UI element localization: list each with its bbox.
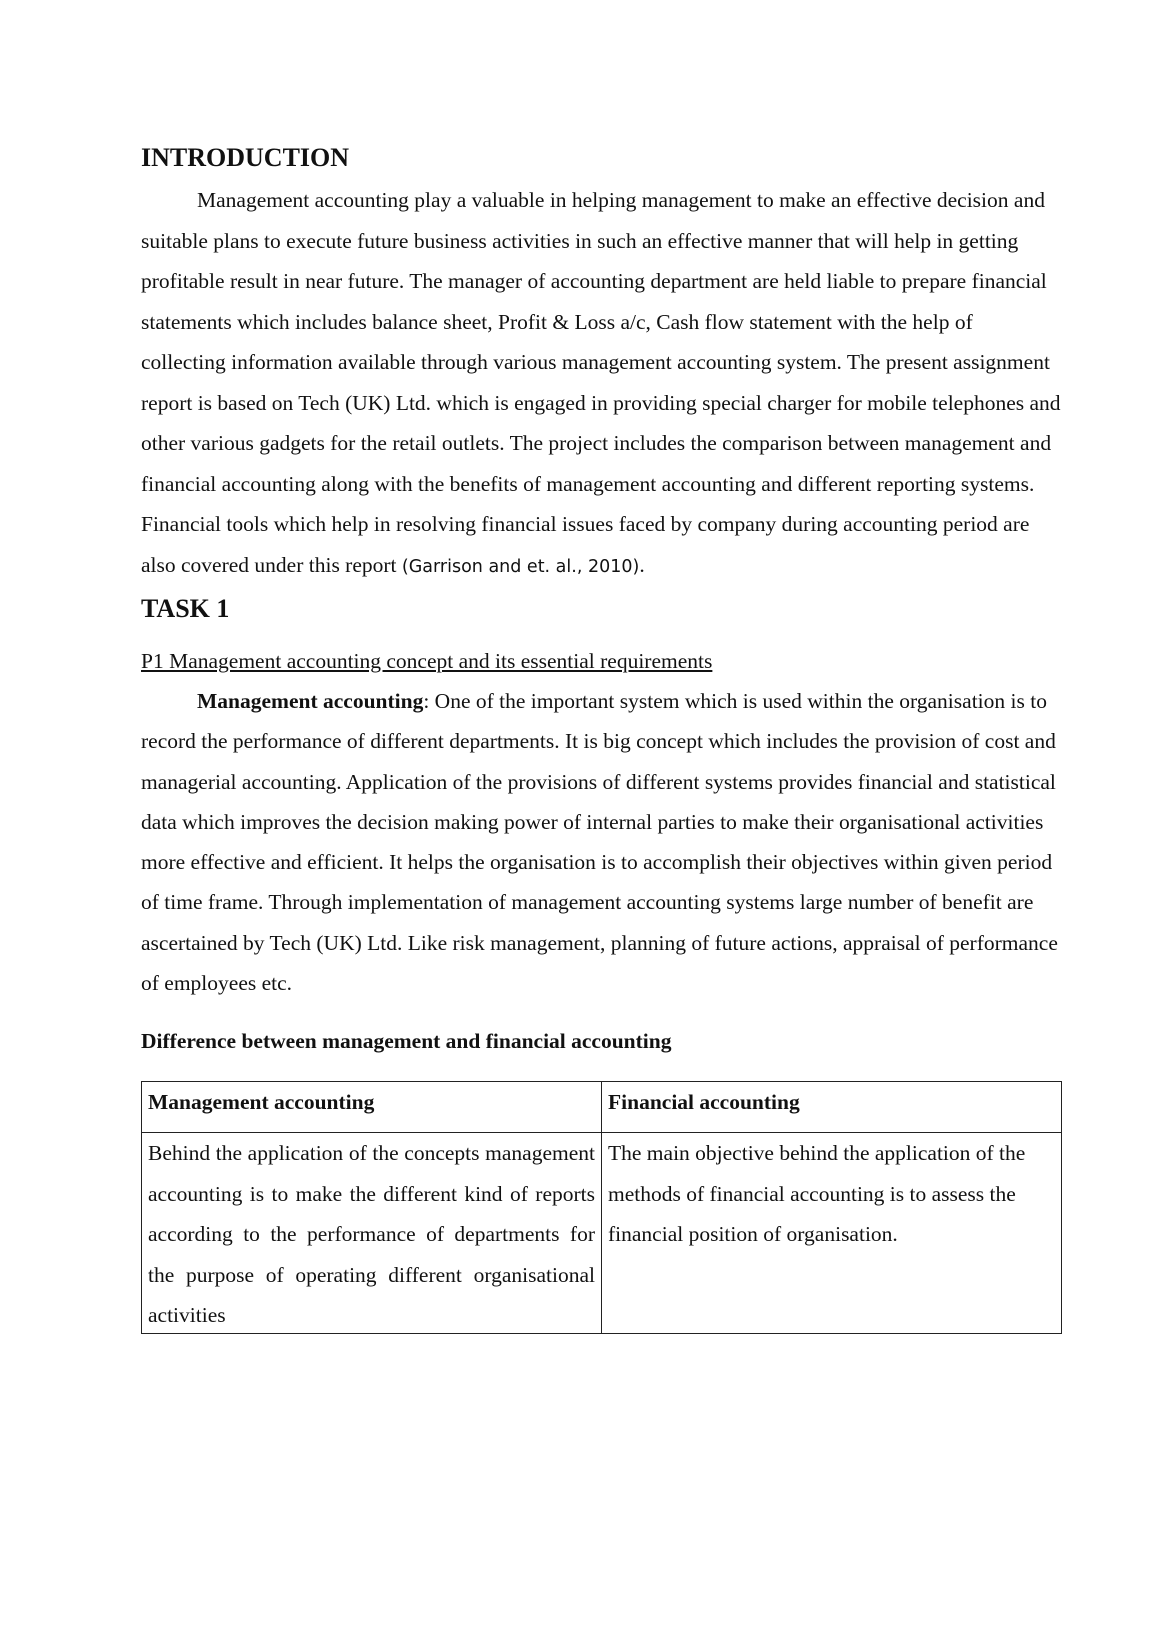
table-row xyxy=(142,1133,1062,1334)
citation: (Garrison and et. al., 2010) xyxy=(401,556,640,577)
task1-subheading: P1 Management accounting concept and its essential requirements xyxy=(141,649,713,673)
difference-table-title: Difference between management and financial accounting xyxy=(141,1029,672,1054)
table-header-management: Management accounting xyxy=(142,1082,602,1133)
table-cell-management xyxy=(142,1133,602,1334)
task1-heading: TASK 1 xyxy=(141,594,230,623)
table-cell-financial xyxy=(602,1133,1062,1334)
difference-table xyxy=(141,1081,1062,1334)
management-accounting-paragraph xyxy=(141,681,1061,1003)
table-header-financial: Financial accounting xyxy=(602,1082,1062,1133)
introduction-paragraph xyxy=(141,180,1061,587)
management-accounting-body: : One of the important system which is used within the organisation is to record the performance of different departments. It is big concept which includes the provision of cost and managerial accounting. Application of the provisions of different systems provides financial and statistical data which improves the decision making power of internal parties to make their organisational activities more effective and efficient. It helps the organisation is to accomplish their objectives within given period of time frame. Through implementation of management accounting systems large number of benefit are ascertained by Tech (UK) Ltd. Like risk management, planning of future actions, appraisal of performance of employees etc. xyxy=(141,689,1058,996)
table-cell-management-text: Behind the application of the concepts management accounting is to make the different kind of reports according to the performance of departments for the purpose of operating different organisational activities xyxy=(148,1141,595,1328)
introduction-heading: INTRODUCTION xyxy=(141,143,350,172)
introduction-end: . xyxy=(639,552,645,577)
document-page xyxy=(141,136,1061,1334)
management-accounting-term: Management accounting xyxy=(197,689,424,713)
table-header-row xyxy=(142,1082,1062,1133)
introduction-body: Management accounting play a valuable in helping management to make an effective decision and suitable plans to execute future business activities in such an effective manner that will help in getting profitable result in near future. The manager of accounting department are held liable to prepare financial statements which includes balance sheet, Profit & Loss a/c, Cash flow statement with the help of collecting information available through various management accounting system. The present assignment report is based on Tech (UK) Ltd. which is engaged in providing special charger for mobile telephones and other various gadgets for the retail outlets. The project includes the comparison between management and financial accounting along with the benefits of management accounting and different reporting systems. Financial tools which help in resolving financial issues faced by company during accounting period are also covered under this report xyxy=(141,188,1061,577)
table-cell-financial-text: The main objective behind the application of the methods of financial accounting is to assess the financial position of organisation. xyxy=(608,1141,1026,1247)
